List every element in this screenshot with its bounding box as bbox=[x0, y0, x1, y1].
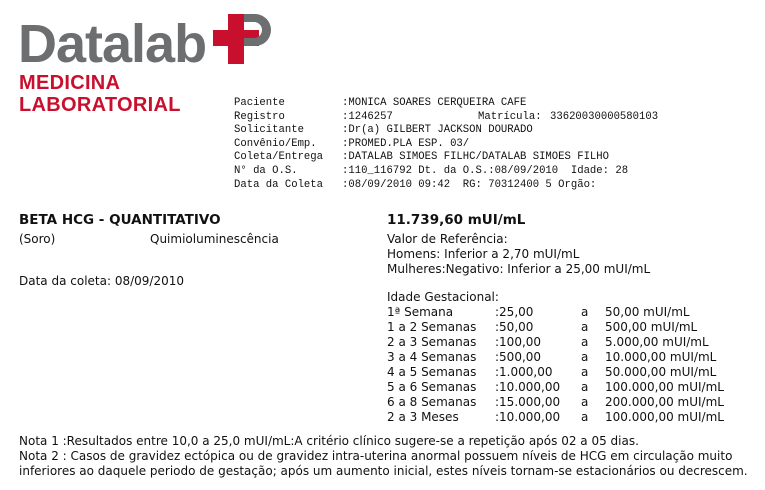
gestational-from: :15.000,00 bbox=[495, 395, 561, 409]
gestational-row bbox=[387, 365, 724, 380]
gestational-row bbox=[387, 335, 724, 350]
header-row-os bbox=[234, 165, 658, 179]
gestational-title: Idade Gestacional: bbox=[387, 290, 499, 304]
header-row-registro bbox=[234, 111, 658, 125]
note-2: Nota 2 : Casos de gravidez ectópica ou de gravidez intra-uterina anormal possuem níveis de HCG em circulação muito bbox=[19, 449, 733, 463]
notes bbox=[19, 434, 748, 479]
gestational-period: 5 a 6 Semanas bbox=[387, 380, 477, 394]
note-2-continued: inferiores ao daquele periodo de gestação; após um aumento inicial, estes níveis tornam-se estacionários ou decrescem. bbox=[19, 464, 748, 478]
gestational-period: 1ª Semana bbox=[387, 305, 454, 319]
header-value: :08/09/2010 09:42 RG: 70312400 5 Orgão: bbox=[342, 178, 597, 191]
exam-method: Quimioluminescência bbox=[150, 232, 279, 246]
gestational-to: 100.000,00 mUI/mL bbox=[605, 380, 724, 394]
gestational-from: :10.000,00 bbox=[495, 410, 561, 424]
gestational-to: 5.000,00 mUI/mL bbox=[605, 335, 709, 349]
patient-header bbox=[234, 97, 658, 192]
header-value: :DATALAB SIMOES FILHC/DATALAB SIMOES FILHO bbox=[342, 151, 610, 164]
gestational-row bbox=[387, 350, 724, 365]
header-label: Solicitante bbox=[234, 124, 304, 137]
header-label: N° da O.S. bbox=[234, 164, 298, 177]
header-value: :PROMED.PLA ESP. 03/ bbox=[342, 137, 470, 150]
gestational-a: a bbox=[581, 350, 589, 364]
gestational-from: :50,00 bbox=[495, 320, 534, 334]
gestational-period: 2 a 3 Semanas bbox=[387, 335, 477, 349]
gestational-table bbox=[387, 290, 724, 425]
logo-tagline: MEDICINA LABORATORIAL bbox=[19, 72, 181, 116]
gestational-period: 6 a 8 Semanas bbox=[387, 395, 477, 409]
gestational-a: a bbox=[581, 365, 589, 379]
gestational-to: 50.000,00 mUI/mL bbox=[605, 365, 717, 379]
gestational-row bbox=[387, 395, 724, 410]
gestational-to: 50,00 mUI/mL bbox=[605, 305, 690, 319]
logo-wordmark: Datalab bbox=[18, 14, 207, 74]
header-label: Registro bbox=[234, 110, 285, 123]
gestational-period: 2 a 3 Meses bbox=[387, 410, 459, 424]
gestational-a: a bbox=[581, 320, 589, 334]
gestational-to: 10.000,00 mUI/mL bbox=[605, 350, 717, 364]
gestational-a: a bbox=[581, 335, 589, 349]
gestational-row bbox=[387, 320, 724, 335]
header-row-solicitante bbox=[234, 124, 658, 138]
header-extra-value: 33620030000580103 bbox=[550, 110, 659, 123]
header-label: Convênio/Emp. bbox=[234, 137, 317, 150]
note-1: Nota 1 :Resultados entre 10,0 a 25,0 mUI/mL:A critério clínico sugere-se a repetição após 02 a 05 dias. bbox=[19, 434, 639, 448]
gestational-from: :100,00 bbox=[495, 335, 542, 349]
collection-date: Data da coleta: 08/09/2010 bbox=[19, 274, 184, 288]
gestational-a: a bbox=[581, 380, 589, 394]
header-value: :1246257 bbox=[342, 110, 393, 123]
sample-type: (Soro) bbox=[19, 232, 56, 246]
header-label: Coleta/Entrega bbox=[234, 151, 324, 164]
gestational-from: :10.000,00 bbox=[495, 380, 561, 394]
gestational-row bbox=[387, 305, 724, 320]
gestational-period: 1 a 2 Semanas bbox=[387, 320, 477, 334]
exam-title: BETA HCG - QUANTITATIVO bbox=[19, 212, 221, 228]
gestational-from: :1.000,00 bbox=[495, 365, 553, 379]
gestational-to: 200.000,00 mUI/mL bbox=[605, 395, 724, 409]
gestational-row bbox=[387, 380, 724, 395]
gestational-a: a bbox=[581, 395, 589, 409]
reference-title: Valor de Referência: bbox=[387, 232, 508, 246]
header-row-coleta-entrega bbox=[234, 151, 658, 165]
gestational-period: 3 a 4 Semanas bbox=[387, 350, 477, 364]
reference-women: Mulheres:Negativo: Inferior a 25,00 mUI/mL bbox=[387, 262, 651, 276]
header-extra-label: Matrícula: bbox=[478, 110, 542, 123]
gestational-a: a bbox=[581, 305, 589, 319]
header-value: :MONICA SOARES CERQUEIRA CAFE bbox=[342, 97, 527, 109]
result-value: 11.739,60 mUI/mL bbox=[387, 212, 526, 228]
gestational-period: 4 a 5 Semanas bbox=[387, 365, 477, 379]
header-row-data-coleta bbox=[234, 179, 658, 193]
header-row-convenio bbox=[234, 138, 658, 152]
header-label: Data da Coleta bbox=[234, 178, 324, 191]
header-value: :Dr(a) GILBERT JACKSON DOURADO bbox=[342, 124, 533, 137]
gestational-row bbox=[387, 410, 724, 425]
gestational-a: a bbox=[581, 410, 589, 424]
gestational-from: :25,00 bbox=[495, 305, 534, 319]
header-label: Paciente bbox=[234, 97, 285, 109]
gestational-from: :500,00 bbox=[495, 350, 542, 364]
gestational-to: 100.000,00 mUI/mL bbox=[605, 410, 724, 424]
reference-men: Homens: Inferior a 2,70 mUI/mL bbox=[387, 247, 580, 261]
gestational-to: 500,00 mUI/mL bbox=[605, 320, 698, 334]
header-value: :110_116792 Dt. da O.S.:08/09/2010 Idade: 28 bbox=[342, 164, 629, 177]
medical-cross-logo-icon bbox=[213, 10, 271, 70]
reference-values bbox=[387, 232, 650, 277]
header-row-paciente bbox=[234, 97, 658, 111]
